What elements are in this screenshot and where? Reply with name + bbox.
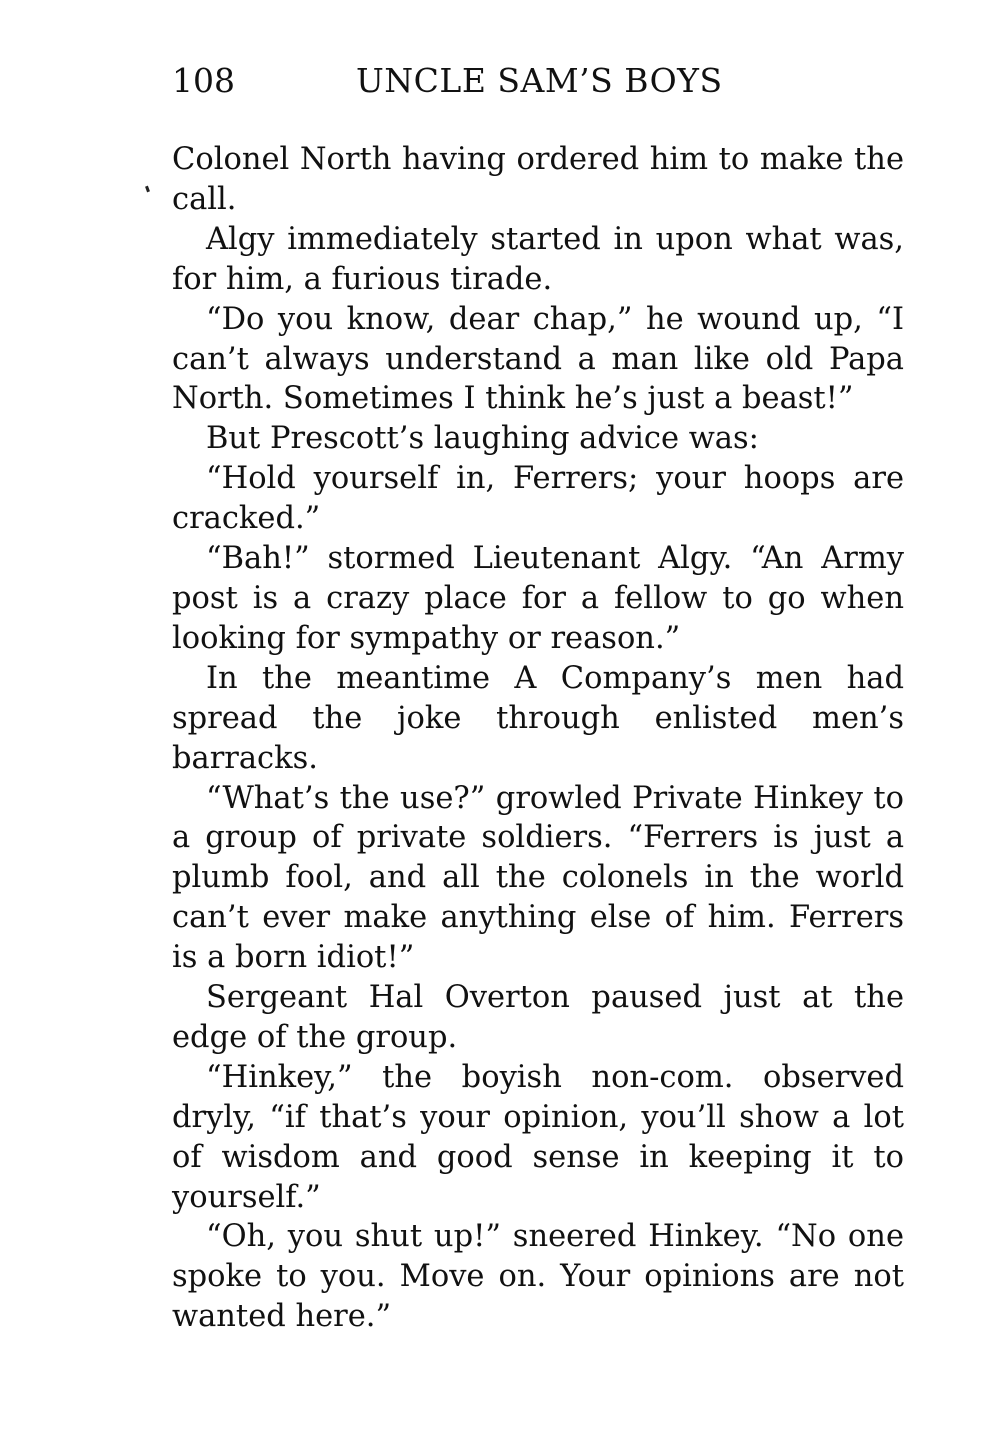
running-header	[172, 60, 732, 102]
paragraph: Sergeant Hal Overton paused just at the edge of the group.	[172, 980, 904, 1055]
paragraph: “Hinkey,” the boyish non-com. observed dryly, “if that’s your opinion, you’ll show a lot of wisdom and good sense in keeping it to yourself.”	[172, 1059, 904, 1215]
paragraph: “Hold yourself in, Ferrers; your hoops are cracked.”	[172, 461, 904, 537]
paragraph: “What’s the use?” growled Private Hinkey to a group of private soldiers. “Ferrers is just a plumb fool, and all the colonels in the world can’t ever make anything else of him. Ferrers is a born idiot!”	[172, 780, 904, 976]
body-text	[172, 140, 904, 1337]
paragraph: Colonel North having ordered him to make the call.	[172, 142, 904, 217]
paragraph: “Do you know, dear chap,” he wound up, “I can’t always understand a man like old Papa North. Sometimes I think he’s just a beast!”	[172, 301, 904, 417]
paragraph: “Bah!” stormed Lieutenant Algy. “An Army post is a crazy place for a fellow to go when looking for sympathy or reason.”	[172, 541, 904, 656]
running-title: UNCLE SAM’S BOYS	[356, 61, 723, 100]
paragraph: But Prescott’s laughing advice was:	[206, 421, 759, 457]
paragraph: In the meantime A Company’s men had spread the joke through enlisted men’s barracks.	[172, 660, 904, 776]
paragraph: “Oh, you shut up!” sneered Hinkey. “No one spoke to you. Move on. Your opinions are not wanted here.”	[172, 1219, 904, 1335]
stray-ink-mark	[145, 186, 150, 193]
paragraph: Algy immediately started in upon what was, for him, a furious tirade.	[172, 221, 904, 297]
page-number: 108	[172, 61, 235, 100]
